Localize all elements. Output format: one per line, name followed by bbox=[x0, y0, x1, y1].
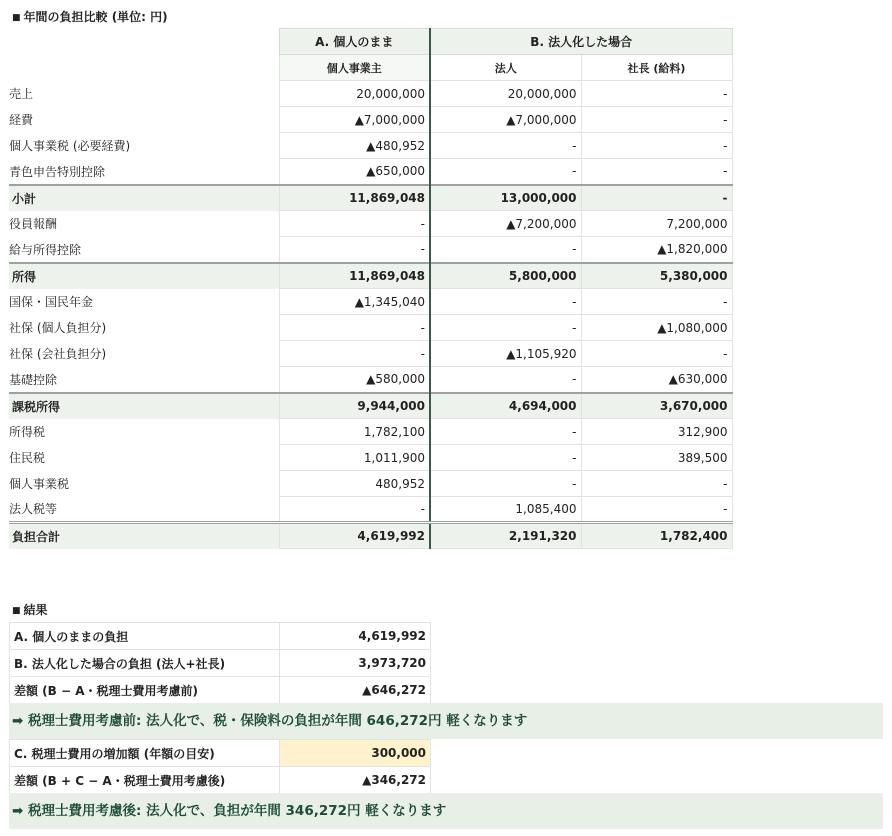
cell-president: - bbox=[581, 185, 732, 211]
cell-sole-proprietor: - bbox=[279, 341, 430, 367]
header-blank bbox=[9, 29, 279, 55]
cell-president: 3,670,000 bbox=[581, 393, 732, 419]
cell-sole-proprietor: 11,869,048 bbox=[279, 263, 430, 289]
cell-corporation: - bbox=[430, 445, 581, 471]
result-row-a bbox=[10, 623, 431, 650]
result-label: A. 個人のままの負担 bbox=[10, 623, 280, 650]
cell-sole-proprietor: 4,619,992 bbox=[279, 523, 430, 549]
cell-corporation: - bbox=[430, 315, 581, 341]
cell-president: 312,900 bbox=[581, 419, 732, 445]
result-value: ▲346,272 bbox=[280, 767, 431, 794]
row-label: 給与所得控除 bbox=[9, 237, 279, 263]
cell-president: ▲1,820,000 bbox=[581, 237, 732, 263]
result-table-2 bbox=[9, 739, 431, 794]
square-bullet-icon: ■ bbox=[12, 606, 21, 616]
row-label: 基礎控除 bbox=[9, 367, 279, 393]
result-label: 差額 (B + C − A・税理士費用考慮後) bbox=[10, 767, 280, 794]
header-president-salary: 社長 (給料) bbox=[581, 55, 732, 81]
table-row bbox=[9, 367, 732, 393]
header-sole-proprietor: 個人事業主 bbox=[279, 55, 430, 81]
table-row bbox=[9, 133, 732, 159]
row-label: 個人事業税 bbox=[9, 471, 279, 497]
table-row bbox=[9, 341, 732, 367]
tax-accountant-fee-value: 300,000 bbox=[280, 740, 431, 767]
cell-president: 1,782,400 bbox=[581, 523, 732, 549]
row-label: 役員報酬 bbox=[9, 211, 279, 237]
cell-corporation: - bbox=[430, 419, 581, 445]
cell-sole-proprietor: ▲480,952 bbox=[279, 133, 430, 159]
table-row bbox=[9, 315, 732, 341]
table-row bbox=[9, 263, 732, 289]
row-label: 社保 (会社負担分) bbox=[9, 341, 279, 367]
result-row-diff-before bbox=[10, 677, 431, 704]
cell-corporation: ▲7,000,000 bbox=[430, 107, 581, 133]
banner-before-fee: ➡ 税理士費用考慮前: 法人化で、税・保険料の負担が年間 646,272円 軽くなります bbox=[9, 703, 883, 739]
cell-corporation: 4,694,000 bbox=[430, 393, 581, 419]
cell-corporation: 5,800,000 bbox=[430, 263, 581, 289]
table-row bbox=[9, 107, 732, 133]
row-label: 国保・国民年金 bbox=[9, 289, 279, 315]
cell-corporation: - bbox=[430, 133, 581, 159]
comparison-title bbox=[12, 8, 168, 25]
cell-president: - bbox=[581, 107, 732, 133]
result-row-b bbox=[10, 650, 431, 677]
header-group-a: A. 個人のまま bbox=[279, 29, 430, 55]
cell-president: ▲1,080,000 bbox=[581, 315, 732, 341]
header-row-groups bbox=[9, 29, 732, 55]
cell-president: 7,200,000 bbox=[581, 211, 732, 237]
table-row bbox=[9, 445, 732, 471]
cell-sole-proprietor: - bbox=[279, 315, 430, 341]
row-label: 所得 bbox=[9, 263, 279, 289]
header-group-b: B. 法人化した場合 bbox=[430, 29, 732, 55]
cell-corporation: 2,191,320 bbox=[430, 523, 581, 549]
cell-corporation: ▲7,200,000 bbox=[430, 211, 581, 237]
result-value: ▲646,272 bbox=[280, 677, 431, 704]
cell-president: 5,380,000 bbox=[581, 263, 732, 289]
cell-president: - bbox=[581, 341, 732, 367]
table-row bbox=[9, 237, 732, 263]
cell-sole-proprietor: 480,952 bbox=[279, 471, 430, 497]
cell-sole-proprietor: - bbox=[279, 497, 430, 523]
table-row bbox=[9, 185, 732, 211]
result-row-c bbox=[10, 740, 431, 767]
table-row bbox=[9, 393, 732, 419]
row-label: 売上 bbox=[9, 81, 279, 107]
table-row bbox=[9, 497, 732, 523]
square-bullet-icon: ■ bbox=[12, 13, 21, 23]
table-row bbox=[9, 289, 732, 315]
cell-corporation: 20,000,000 bbox=[430, 81, 581, 107]
cell-corporation: 1,085,400 bbox=[430, 497, 581, 523]
row-label: 青色申告特別控除 bbox=[9, 159, 279, 185]
row-label: 住民税 bbox=[9, 445, 279, 471]
table-row bbox=[9, 211, 732, 237]
cell-sole-proprietor: 1,782,100 bbox=[279, 419, 430, 445]
result-title-text: 結果 bbox=[23, 603, 48, 617]
cell-president: - bbox=[581, 497, 732, 523]
cell-sole-proprietor: - bbox=[279, 237, 430, 263]
comparison-table bbox=[9, 28, 733, 549]
header-corporation: 法人 bbox=[430, 55, 581, 81]
cell-sole-proprietor: ▲650,000 bbox=[279, 159, 430, 185]
cell-corporation: - bbox=[430, 289, 581, 315]
row-label: 個人事業税 (必要経費) bbox=[9, 133, 279, 159]
cell-sole-proprietor: - bbox=[279, 211, 430, 237]
row-label: 負担合計 bbox=[9, 523, 279, 549]
cell-sole-proprietor: 1,011,900 bbox=[279, 445, 430, 471]
cell-president: - bbox=[581, 133, 732, 159]
row-label: 所得税 bbox=[9, 419, 279, 445]
cell-sole-proprietor: 20,000,000 bbox=[279, 81, 430, 107]
cell-sole-proprietor: 11,869,048 bbox=[279, 185, 430, 211]
result-value: 4,619,992 bbox=[280, 623, 431, 650]
cell-president: - bbox=[581, 159, 732, 185]
cell-sole-proprietor: ▲580,000 bbox=[279, 367, 430, 393]
table-row bbox=[9, 523, 732, 549]
cell-president: - bbox=[581, 289, 732, 315]
cell-sole-proprietor: 9,944,000 bbox=[279, 393, 430, 419]
table-row bbox=[9, 471, 732, 497]
result-title bbox=[12, 601, 48, 618]
table-row bbox=[9, 419, 732, 445]
result-value: 3,973,720 bbox=[280, 650, 431, 677]
result-label: C. 税理士費用の増加額 (年額の目安) bbox=[10, 740, 280, 767]
table-row bbox=[9, 159, 732, 185]
comparison-title-text: 年間の負担比較 (単位: 円) bbox=[23, 10, 168, 24]
cell-president: - bbox=[581, 81, 732, 107]
header-row-sub bbox=[9, 55, 732, 81]
cell-president: 389,500 bbox=[581, 445, 732, 471]
row-label: 法人税等 bbox=[9, 497, 279, 523]
row-label: 経費 bbox=[9, 107, 279, 133]
result-label: 差額 (B − A・税理士費用考慮前) bbox=[10, 677, 280, 704]
banner-after-fee: ➡ 税理士費用考慮後: 法人化で、負担が年間 346,272円 軽くなります bbox=[9, 793, 883, 829]
cell-president: - bbox=[581, 471, 732, 497]
cell-corporation: - bbox=[430, 471, 581, 497]
cell-corporation: - bbox=[430, 367, 581, 393]
row-label: 小計 bbox=[9, 185, 279, 211]
result-row-diff-after bbox=[10, 767, 431, 794]
row-label: 課税所得 bbox=[9, 393, 279, 419]
cell-corporation: ▲1,105,920 bbox=[430, 341, 581, 367]
header-blank bbox=[9, 55, 279, 81]
result-label: B. 法人化した場合の負担 (法人+社長) bbox=[10, 650, 280, 677]
row-label: 社保 (個人負担分) bbox=[9, 315, 279, 341]
table-row bbox=[9, 81, 732, 107]
cell-sole-proprietor: ▲1,345,040 bbox=[279, 289, 430, 315]
cell-president: ▲630,000 bbox=[581, 367, 732, 393]
result-table-1 bbox=[9, 622, 431, 704]
cell-corporation: - bbox=[430, 159, 581, 185]
cell-corporation: - bbox=[430, 237, 581, 263]
cell-corporation: 13,000,000 bbox=[430, 185, 581, 211]
cell-sole-proprietor: ▲7,000,000 bbox=[279, 107, 430, 133]
